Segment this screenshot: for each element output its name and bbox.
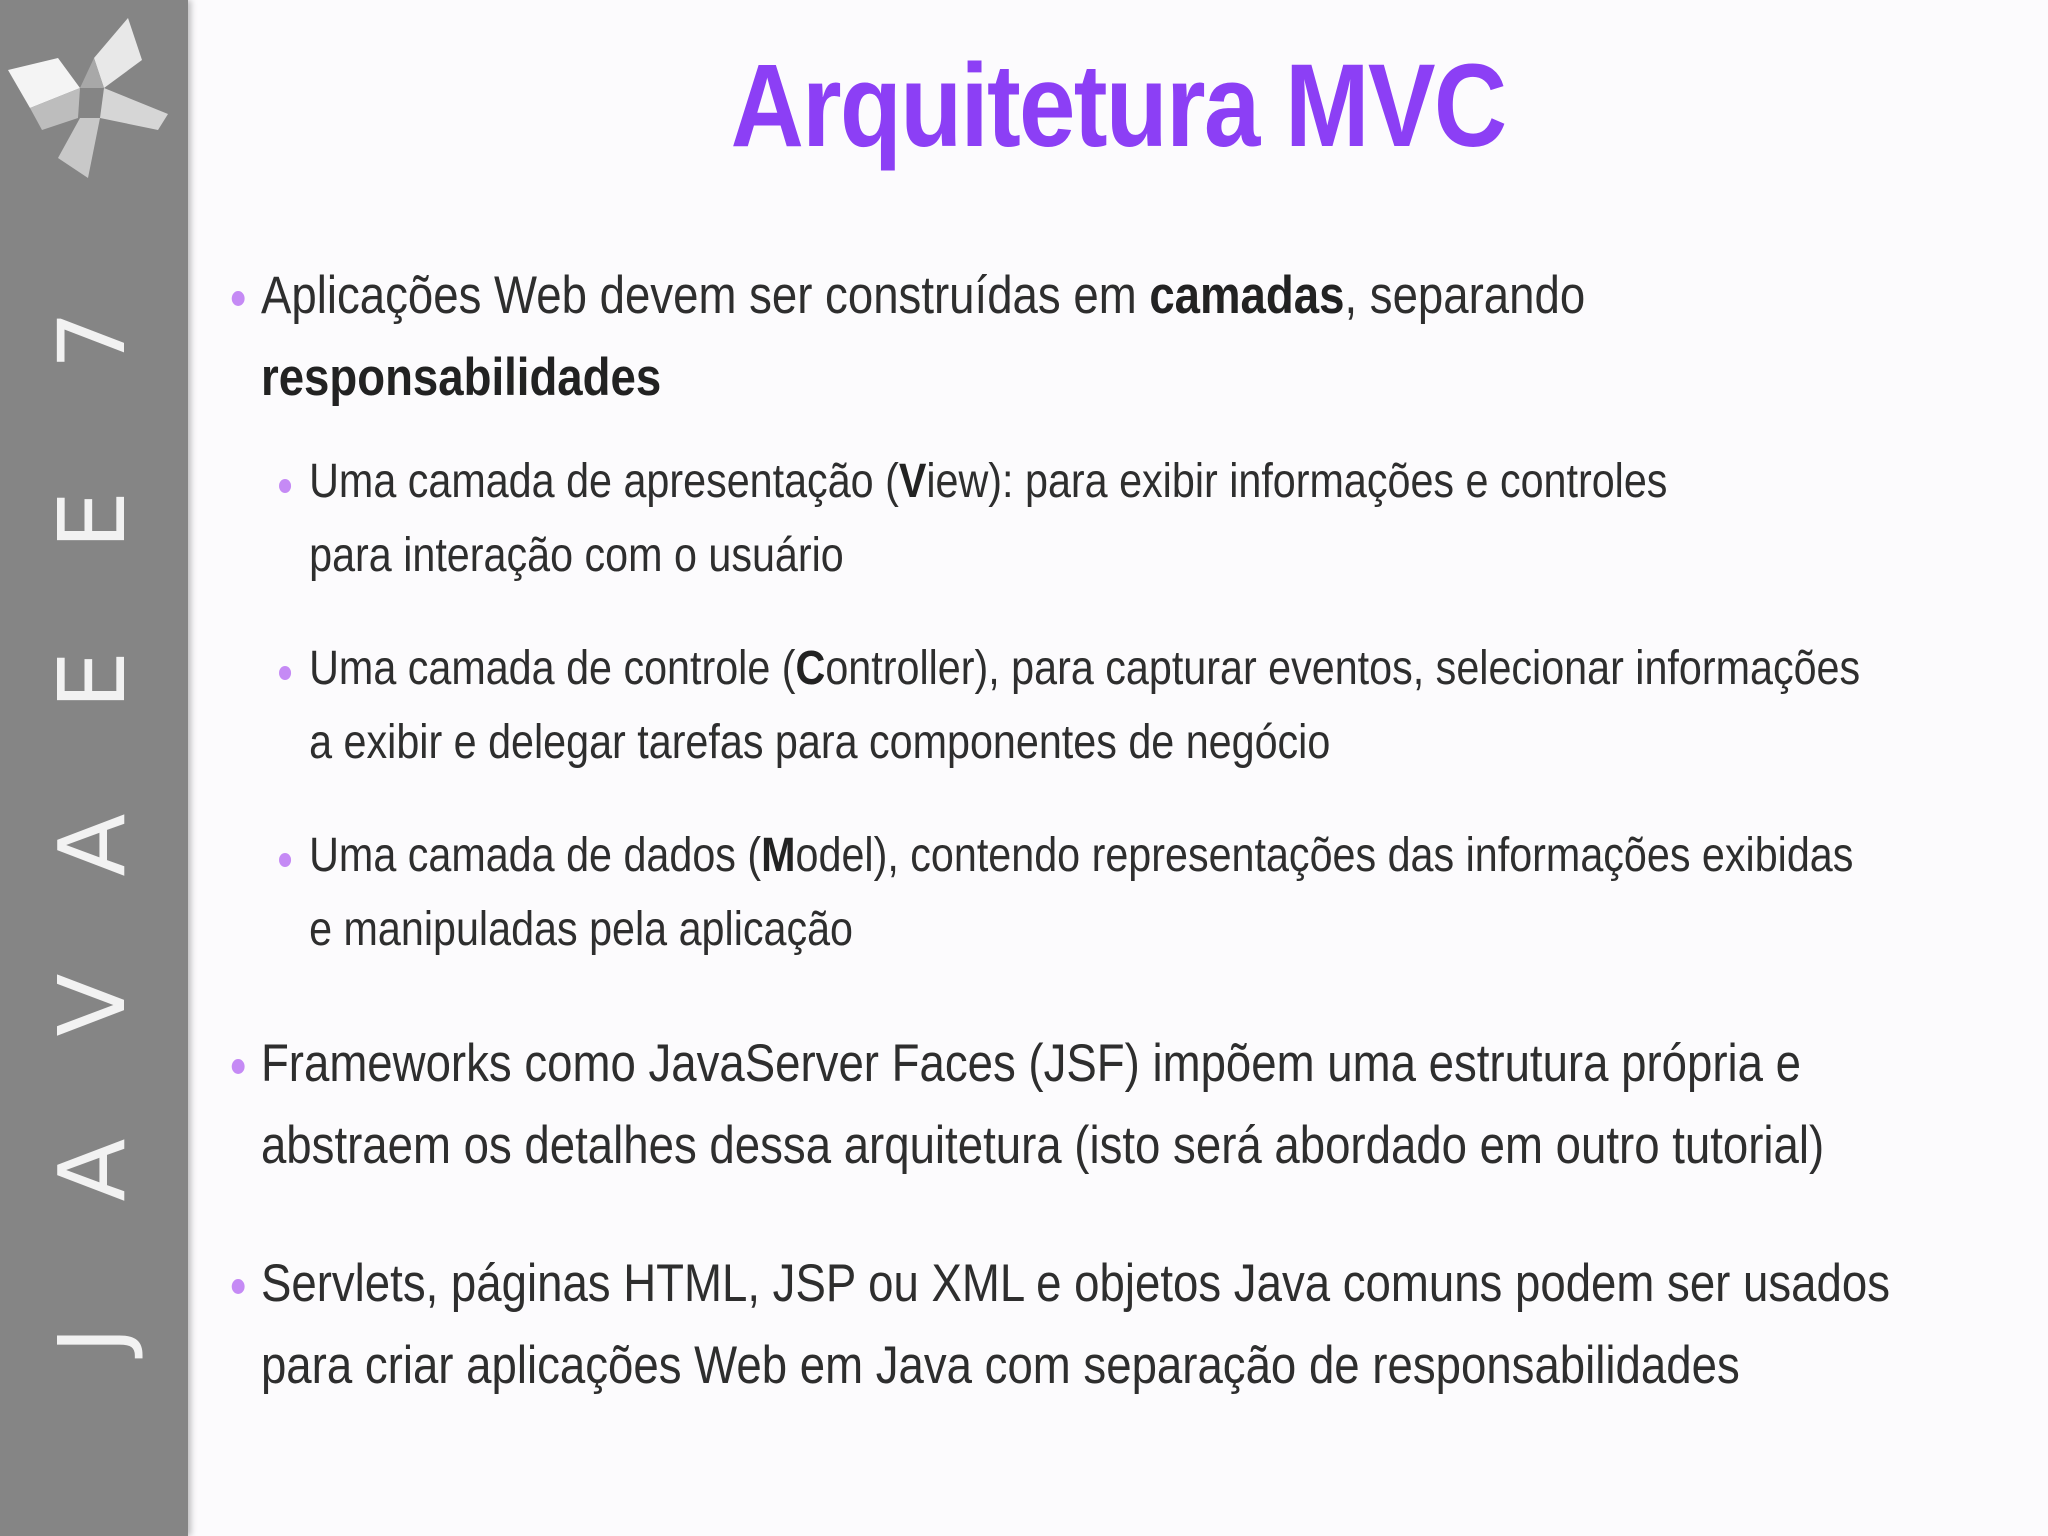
bullet-item <box>230 255 1947 419</box>
bullet-text: ontroller), para capturar eventos, selecionar informações a exibir e delegar tarefas para componentes de negócio <box>309 642 1861 769</box>
sidebar <box>0 0 188 1536</box>
bullet-emphasis: responsabilidades <box>260 348 662 407</box>
bullet-item <box>230 1023 1947 1187</box>
bullet-emphasis: camadas <box>1149 266 1345 325</box>
bullet-text: Frameworks como JavaServer Faces (JSF) impõem uma estrutura própria e abstraem os detalhes dessa arquitetura (isto será abordado em outro tutorial) <box>260 1034 1825 1175</box>
bullet-dot-icon <box>232 291 245 306</box>
vertical-brand-text <box>0 0 188 1536</box>
bullet-emphasis: C <box>795 642 826 695</box>
brand-letter: V <box>39 973 146 1037</box>
brand-letter: A <box>39 813 146 877</box>
slide-content <box>230 255 2010 1407</box>
bullet-text: Aplicações Web devem ser construídas em <box>260 266 1150 325</box>
brand-letter: 7 <box>39 310 146 370</box>
bullet-text: Uma camada de dados ( <box>309 829 762 882</box>
bullet-text: , separando <box>1344 266 1586 325</box>
bullet-text: Uma camada de controle ( <box>309 642 796 695</box>
bullet-text: Uma camada de apresentação ( <box>309 455 899 508</box>
brand-letter: E <box>39 650 146 710</box>
sub-bullet-item <box>230 632 1874 780</box>
bullet-text: iew): para exibir informações e controles para interação com o usuário <box>309 455 1668 582</box>
bullet-dot-icon <box>232 1059 245 1074</box>
bullet-dot-icon <box>279 853 291 867</box>
brand-letter: A <box>39 1138 146 1202</box>
bullet-emphasis: V <box>898 455 927 508</box>
bullet-dot-icon <box>232 1279 245 1294</box>
sub-bullet-item <box>230 445 1737 593</box>
bullet-item <box>230 1243 1947 1407</box>
brand-letter: J <box>39 1326 146 1354</box>
bullet-dot-icon <box>279 479 291 493</box>
brand-letter: E <box>39 490 146 550</box>
bullet-emphasis: M <box>761 829 796 882</box>
sub-bullet-item <box>230 819 1874 967</box>
bullet-dot-icon <box>279 666 291 680</box>
bullet-text: Servlets, páginas HTML, JSP ou XML e objetos Java comuns podem ser usados para criar aplicações Web em Java com separação de responsabilidades <box>260 1254 1891 1395</box>
bullet-text: odel), contendo representações das informações exibidas e manipuladas pela aplicação <box>309 829 1854 956</box>
slide-title: Arquitetura MVC <box>730 40 1506 172</box>
